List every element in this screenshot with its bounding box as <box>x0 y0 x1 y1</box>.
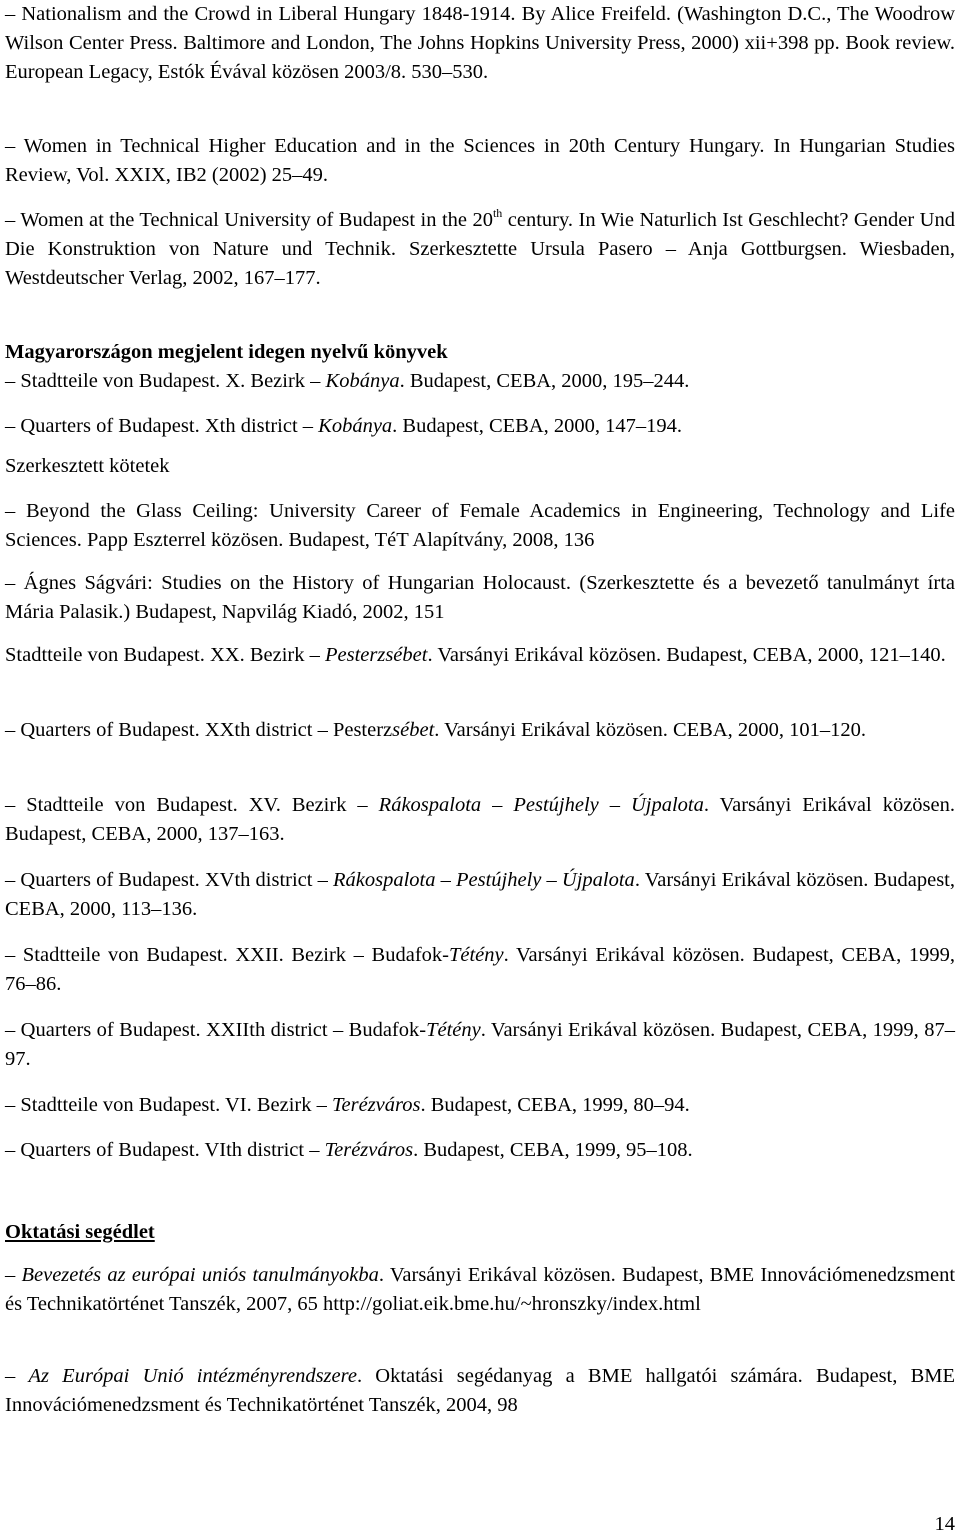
bibliography-entry: – Quarters of Budapest. XVth district – Rákospalota – Pestújhely – Újpalota. Varsányi Erikával közösen. Budapest, CEBA, 2000, 113–136. <box>5 869 955 920</box>
bibliography-entry: – Women at the Technical University of Budapest in the 20th century. In Wie Naturlich Ist Geschlecht? Gender Und Die Konstruktion von Nature und Technik. Szerkesztette Ursula Pasero – Anja Gottburgsen. Wiesbaden, Westdeutscher Verlag, 2002, 167–177. <box>5 206 955 289</box>
bibliography-entry: – Ágnes Ságvári: Studies on the History of Hungarian Holocaust. (Szerkesztette és a bevezető tanulmányt írta Mária Palasik.) Budapest, Napvilág Kiadó, 2002, 151 <box>5 572 955 623</box>
bibliography-entry: – Quarters of Budapest. XXth district – Pesterzsébet. Varsányi Erikával közösen. CEBA, 2000, 101–120. <box>5 719 867 741</box>
bibliography-entry: – Women in Technical Higher Education and in the Sciences in 20th Century Hungary. In Hungarian Studies Review, Vol. XXIX, IB2 (2002) 25–49. <box>5 135 955 186</box>
bibliography-entry: – Nationalism and the Crowd in Liberal Hungary 1848-1914. By Alice Freifeld. (Washington D.C., The Woodrow Wilson Center Press. Baltimore and London, The Johns Hopkins University Press, 2000) xii+398 pp. Book review. European Legacy, Estók Évával közösen 2003/8. 530–530. <box>5 3 955 83</box>
bibliography-entry: – Quarters of Budapest. XXIIth district – Budafok-Tétény. Varsányi Erikával közösen. Budapest, CEBA, 1999, 87–97. <box>5 1019 955 1070</box>
superscript: th <box>492 206 503 220</box>
bibliography-entry: – Bevezetés az európai uniós tanulmányokba. Varsányi Erikával közösen. Budapest, BME Innovációmenedzsment és Technikatörténet Tanszék, 2007, 65 http://goliat.eik.bme.hu/~hronszky/index.html <box>5 1264 956 1315</box>
page-number: 14 <box>934 1513 955 1535</box>
bibliography-entry: – Quarters of Budapest. Xth district – Kobánya. Budapest, CEBA, 2000, 147–194. <box>5 415 683 437</box>
bibliography-entry: – Beyond the Glass Ceiling: University Career of Female Academics in Engineering, Technology and Life Sciences. Papp Eszterrel közösen. Budapest, TéT Alapítvány, 2008, 136 <box>5 500 955 551</box>
bibliography-entry: – Stadtteile von Budapest. X. Bezirk – Kobánya. Budapest, CEBA, 2000, 195–244. <box>5 370 690 392</box>
section-heading: Oktatási segédlet <box>5 1221 155 1243</box>
section-heading: Szerkesztett kötetek <box>5 455 170 477</box>
bibliography-entry: – Stadtteile von Budapest. XXII. Bezirk – Budafok-Tétény. Varsányi Erikával közösen. Budapest, CEBA, 1999, 76–86. <box>5 944 955 995</box>
bibliography-entry: Stadtteile von Budapest. XX. Bezirk – Pesterzsébet. Varsányi Erikával közösen. Budapest, CEBA, 2000, 121–140. <box>5 644 946 666</box>
bibliography-entry: – Stadtteile von Budapest. VI. Bezirk – Terézváros. Budapest, CEBA, 1999, 80–94. <box>5 1094 690 1116</box>
section-heading: Magyarországon megjelent idegen nyelvű könyvek <box>5 341 448 363</box>
bibliography-entry: – Quarters of Budapest. VIth district – Terézváros. Budapest, CEBA, 1999, 95–108. <box>5 1139 693 1161</box>
bibliography-entry: – Stadtteile von Budapest. XV. Bezirk – Rákospalota – Pestújhely – Újpalota. Varsányi Erikával közösen. Budapest, CEBA, 2000, 137–163. <box>5 794 955 845</box>
bibliography-entry: – Az Európai Unió intézményrendszere. Oktatási segédanyag a BME hallgatói számára. Budapest, BME Innovációmenedzsment és Technikatörténet Tanszék, 2004, 98 <box>5 1365 956 1416</box>
